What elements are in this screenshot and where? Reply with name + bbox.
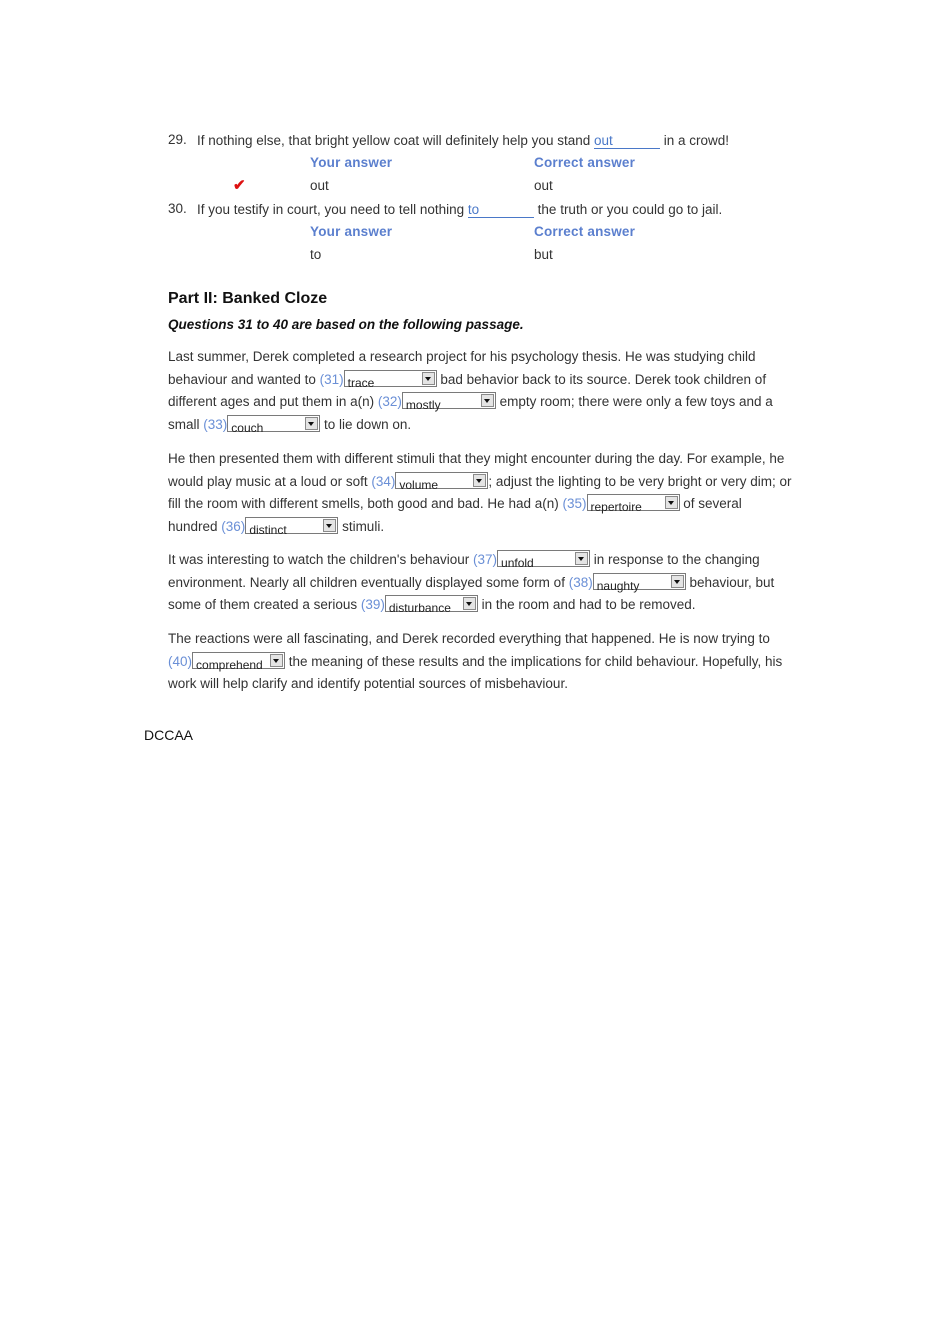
select-value: unfold [501,556,534,571]
dropdown-arrow-icon[interactable] [463,597,476,610]
question-text-after: in a crowd! [659,133,730,148]
blank-number: (34) [371,473,396,489]
footer-label: DCCAA [144,727,194,743]
passage-text: of several hundred [168,496,742,534]
passage-text: empty room; there were only a few toys and a small [168,394,773,432]
passage-text: ; adjust the lighting to be very bright or very dim; or fill the room with different smells, both good and bad. He had a(n) [168,473,792,511]
answer-blank[interactable]: to [468,202,534,218]
passage-text: Last summer, Derek completed a research project for his psychology thesis. He was studying child behaviour and wanted to [168,349,756,387]
select-value: trace [347,375,375,390]
dropdown-arrow-icon[interactable] [665,496,678,509]
passage-paragraph-3 [168,549,793,617]
select-32[interactable] [402,392,496,413]
select-value: naughty [596,578,640,593]
blank-number: (38) [568,574,593,590]
passage-text: He then presented them with different stimuli that they might encounter during the day. For example, he would play music at a loud or soft [168,451,785,489]
select-value: disturbance [388,601,451,616]
dropdown-arrow-icon[interactable] [305,417,318,430]
question-29-text [197,133,729,149]
part-title: Part II: Banked Cloze [168,290,328,307]
select-value: couch [231,420,264,435]
correct-answer-header: Correct answer [534,155,636,170]
select-35[interactable] [587,494,680,515]
dropdown-arrow-icon[interactable] [481,394,494,407]
blank-number: (40) [168,653,193,669]
dropdown-arrow-icon[interactable] [575,552,588,565]
select-value: comprehend [196,657,263,672]
part-subtitle: Questions 31 to 40 are based on the following passage. [168,317,524,332]
select-value: distinct [249,522,287,537]
passage-text: to lie down on. [320,416,412,432]
dropdown-arrow-icon[interactable] [323,519,336,532]
select-34[interactable] [395,472,488,492]
question-number: 29. [168,132,187,147]
select-40[interactable] [192,652,285,672]
select-value: repertoire [590,500,642,515]
select-38[interactable] [593,573,686,593]
passage-text: It was interesting to watch the children's behaviour [168,552,473,567]
check-icon: ✔ [233,177,246,194]
select-value: volume [399,477,439,492]
select-31[interactable] [344,370,437,390]
select-value: mostly [405,398,441,413]
dropdown-arrow-icon[interactable] [671,575,684,588]
passage-text: bad behavior back to its source. Derek took children of different ages and put them in a(n) [168,371,767,409]
passage-paragraph-1 [168,346,793,436]
your-answer-value: to [310,247,322,262]
blank-number: (31) [319,371,344,387]
blank-number: (37) [473,552,498,567]
your-answer-header: Your answer [310,155,393,170]
passage-text: behaviour, but some of them created a serious [168,574,775,612]
correct-answer-header: Correct answer [534,224,636,239]
your-answer-header: Your answer [310,224,393,239]
blank-number: (32) [377,394,402,409]
passage-text: stimuli. [338,518,385,534]
question-text-before: If you testify in court, you need to tell nothing [197,202,468,217]
passage-paragraph-2 [168,448,793,538]
select-33[interactable] [227,415,320,435]
select-37[interactable] [497,550,590,571]
select-39[interactable] [385,595,478,616]
blank-number: (39) [360,597,385,612]
dropdown-arrow-icon[interactable] [422,372,435,385]
blank-number: (36) [221,518,246,534]
correct-answer-value: out [534,178,553,193]
your-answer-value: out [310,178,329,193]
passage-paragraph-4 [168,628,793,696]
passage-text: in response to the changing environment. Nearly all children eventually displayed some form of [168,552,760,590]
question-text-after: the truth or you could go to jail. [533,202,723,217]
correct-answer-value: but [534,247,553,262]
question-number: 30. [168,201,187,216]
passage-text: the meaning of these results and the implications for child behaviour. Hopefully, his work will help clarify and identify potential sources of misbehaviour. [168,653,783,691]
dropdown-arrow-icon[interactable] [473,474,486,487]
passage-text: in the room and had to be removed. [477,597,696,612]
dropdown-arrow-icon[interactable] [270,654,283,667]
question-text-before: If nothing else, that bright yellow coat will definitely help you stand [197,133,594,148]
blank-number: (35) [562,496,587,511]
answer-blank[interactable]: out [594,133,660,149]
question-30-text [197,202,722,218]
passage-text: The reactions were all fascinating, and Derek recorded everything that happened. He is now trying to [168,631,770,646]
blank-number: (33) [203,416,228,432]
select-36[interactable] [245,517,338,537]
